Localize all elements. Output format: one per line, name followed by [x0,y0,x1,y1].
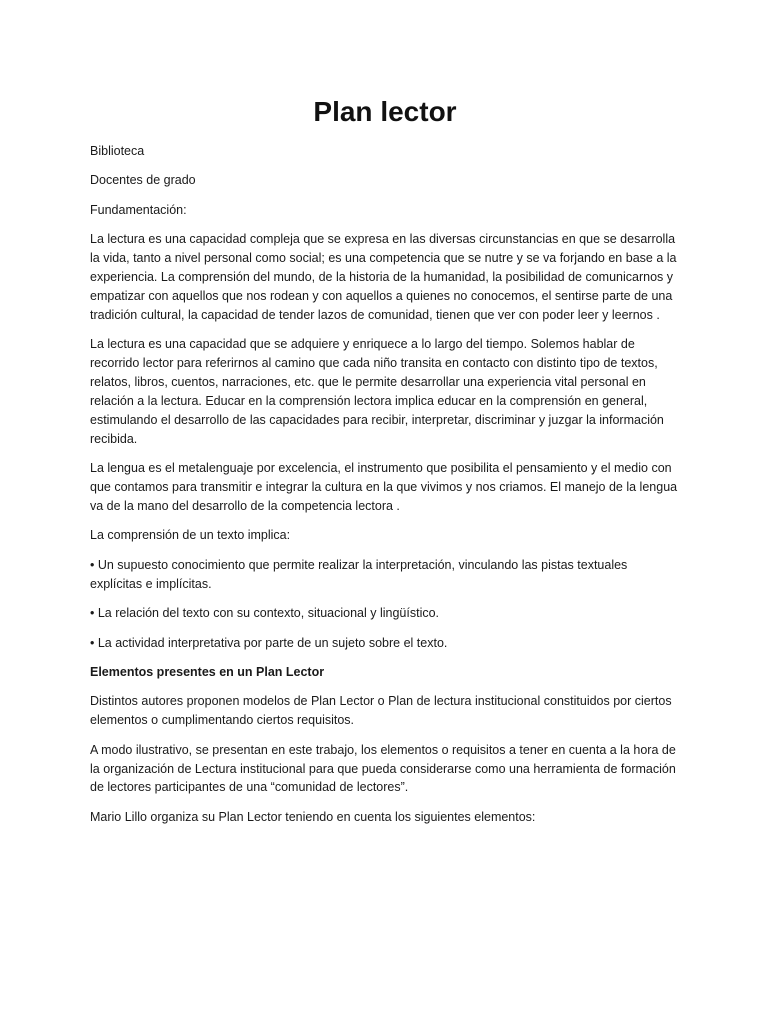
bullet-interpretive-activity: • La actividad interpretativa por parte de un sujeto sobre el texto. [90,635,448,650]
paragraph-mario-lillo: Mario Lillo organiza su Plan Lector teniendo en cuenta los siguientes elementos: [90,809,536,824]
paragraph-language-metalanguage: La lengua es el metalenguaje por excelencia, el instrumento que posibilita el pensamiento y el medio con que contamos para transmitir e integrar la cultura en la que vivimos y nos criamos. El manejo de la lengua va de la mano del desarrollo de la competencia lectora . [90,461,678,513]
paragraph-teachers: Docentes de grado [90,173,196,188]
document-title: Plan lector [313,96,457,127]
bullet-context: • La relación del texto con su contexto, situacional y lingüístico. [90,606,440,621]
paragraph-authors-models: Distintos autores proponen modelos de Plan Lector o Plan de lectura institucional constituidos por ciertos elementos o cumplimentando ciertos requisitos. [90,694,672,728]
bullet-knowledge: • Un supuesto conocimiento que permite realizar la interpretación, vinculando las pistas textuales explícitas e implícitas. [90,557,628,591]
paragraph-foundation-label: Fundamentación: [90,202,187,217]
section-heading-elements: Elementos presentes en un Plan Lector [90,664,325,679]
paragraph-reading-capacity: La lectura es una capacidad compleja que se expresa en las diversas circunstancias en que se desarrolla la vida, tanto a nivel personal como social; es una competencia que se nutre y se va forjando en base a la experiencia. La comprensión del mundo, de la historia de la humanidad, la posibilidad de comunicarnos y empatizar con aquellos que nos rodean y con aquellos a quienes no conocemos, el sentirse parte de una tradición cultural, la capacidad de tender lazos de comunidad, tienen que ver con poder leer y leernos . [90,232,677,322]
paragraph-reading-acquired: La lectura es una capacidad que se adquiere y enriquece a lo largo del tiempo. Solemos hablar de recorrido lector para referirnos al camino que cada niño transita en contacto con distinto tipo de textos, relatos, libros, cuentos, narraciones, etc. que le permite desarrollar una experiencia vital personal en relación a la lectura. Educar en la comprensión lectora implica educar en la comprensión en general, estimulando el desarrollo de las capacidades para recibir, interpretar, discriminar y juzgar la información recibida. [90,337,664,446]
paragraph-library: Biblioteca [90,144,145,158]
paragraph-illustrative: A modo ilustrativo, se presentan en este trabajo, los elementos o requisitos a tener en cuenta a la hora de la organización de Lectura institucional para que pueda considerarse como una herramienta de formación de lectores participantes de una “comunidad de lectores”. [90,742,676,795]
paragraph-comprehension-implies: La comprensión de un texto implica: [90,528,291,543]
